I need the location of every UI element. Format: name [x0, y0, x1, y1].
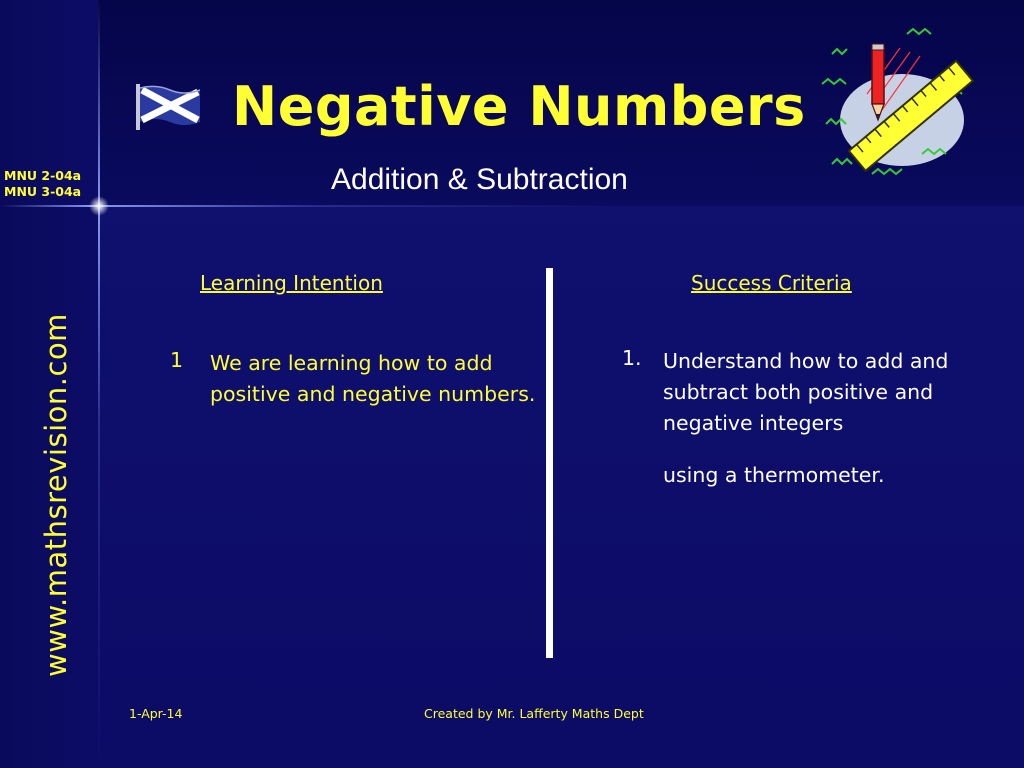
success-criteria-text: Understand how to add and subtract both positive and negative integers — [663, 349, 949, 435]
learning-intention-number: 1 — [170, 348, 184, 372]
curriculum-code: MNU 2-04a — [4, 168, 82, 183]
footer-credit: Created by Mr. Lafferty Maths Dept — [424, 706, 644, 721]
curriculum-code: MNU 3-04a — [4, 184, 82, 199]
scotland-flag-icon — [134, 84, 202, 130]
slide-title: Negative Numbers — [232, 75, 806, 138]
success-criteria-number: 1. — [622, 346, 642, 370]
pencil-ruler-clipart-icon — [812, 24, 982, 196]
website-link[interactable]: www.mathsrevision.com — [39, 313, 73, 677]
footer-date: 1-Apr-14 — [129, 706, 183, 721]
sidebar-divider-line — [98, 0, 100, 768]
curriculum-codes — [4, 168, 81, 200]
learning-intention-text: We are learning how to add positive and negative numbers. — [210, 351, 536, 406]
column-divider — [546, 268, 553, 658]
header-divider-line — [0, 205, 1024, 207]
learning-intention-heading: Learning Intention — [200, 271, 383, 295]
success-criteria-heading: Success Criteria — [691, 271, 852, 295]
success-criteria-extra: using a thermometer. — [663, 463, 885, 487]
cross-glow — [89, 196, 109, 216]
slide-subtitle: Addition & Subtraction — [331, 163, 628, 196]
